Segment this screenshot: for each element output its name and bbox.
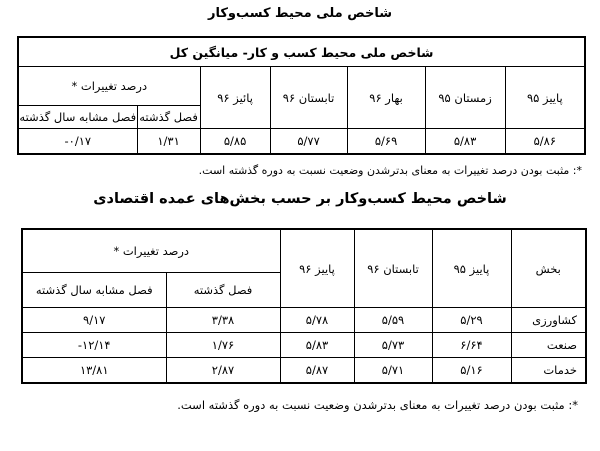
footnote: *: مثبت بودن درصد تغییرات به معنای بدترشدن وضعیت نسبت به دوره گذشته است. (177, 398, 578, 412)
sector-name: صنعت (511, 333, 586, 358)
table-cell: ۵/۸۳ (280, 333, 354, 358)
national-index-table (17, 36, 586, 155)
season-header: زمستان ۹۵ (425, 67, 505, 129)
table-cell: ۱۲/۱۴- (22, 333, 166, 358)
table-row (22, 358, 586, 384)
season-header: پاییز ۹۵ (432, 229, 511, 308)
season-header: تابستان ۹۶ (270, 67, 347, 129)
change-col-header: فصل مشابه سال گذشته (18, 106, 137, 129)
change-col-header: فصل گذشته (137, 106, 200, 129)
table-cell: ۵/۷۸ (280, 308, 354, 333)
table-row (22, 308, 586, 333)
table-cell: ۵/۵۹ (354, 308, 432, 333)
table-cell: ۵/۷۳ (354, 333, 432, 358)
change-col-header: فصل مشابه سال گذشته (22, 273, 166, 308)
table-cell: ۵/۷۱ (354, 358, 432, 384)
table-cell: ۳/۳۸ (166, 308, 280, 333)
sector-name: کشاورزی (511, 308, 586, 333)
table-cell: ۰/۱۷- (18, 129, 137, 155)
table-cell: ۵/۸۳ (425, 129, 505, 155)
sector-index-table (21, 228, 587, 384)
national-index-title: شاخص ملی محیط کسب‌وکار (207, 6, 393, 21)
table-cell: ۶/۶۴ (432, 333, 511, 358)
sector-name: خدمات (511, 358, 586, 384)
table-cell: ۵/۱۶ (432, 358, 511, 384)
table-banner: شاخص ملی محیط کسب و کار- میانگین کل (18, 37, 585, 67)
table-cell: ۵/۲۹ (432, 308, 511, 333)
season-header: پائیز ۹۶ (200, 67, 270, 129)
table-cell: ۵/۶۹ (347, 129, 425, 155)
table-cell: ۹/۱۷ (22, 308, 166, 333)
season-header: تابستان ۹۶ (354, 229, 432, 308)
table-cell: ۵/۸۶ (505, 129, 585, 155)
change-col-header: فصل گذشته (166, 273, 280, 308)
table-cell: ۲/۸۷ (166, 358, 280, 384)
season-header: پاییز ۹۶ (280, 229, 354, 308)
change-header: درصد تغییرات * (22, 229, 280, 273)
table-row (22, 333, 586, 358)
table-cell: ۱/۷۶ (166, 333, 280, 358)
table-cell: ۱۳/۸۱ (22, 358, 166, 384)
sector-index-title: شاخص محیط کسب‌وکار بر حسب بخش‌های عمده اقتصادی (93, 191, 507, 207)
table-cell: ۵/۸۷ (280, 358, 354, 384)
sector-header: بخش (511, 229, 586, 308)
season-header: بهار ۹۶ (347, 67, 425, 129)
table-row (18, 129, 585, 155)
change-header: درصد تغییرات * (18, 67, 200, 106)
table-cell: ۱/۳۱ (137, 129, 200, 155)
table-cell: ۵/۷۷ (270, 129, 347, 155)
table-cell: ۵/۸۵ (200, 129, 270, 155)
footnote: *: مثبت بودن درصد تغییرات به معنای بدترشدن وضعیت نسبت به دوره گذشته است. (198, 164, 582, 177)
season-header: پاییز ۹۵ (505, 67, 585, 129)
